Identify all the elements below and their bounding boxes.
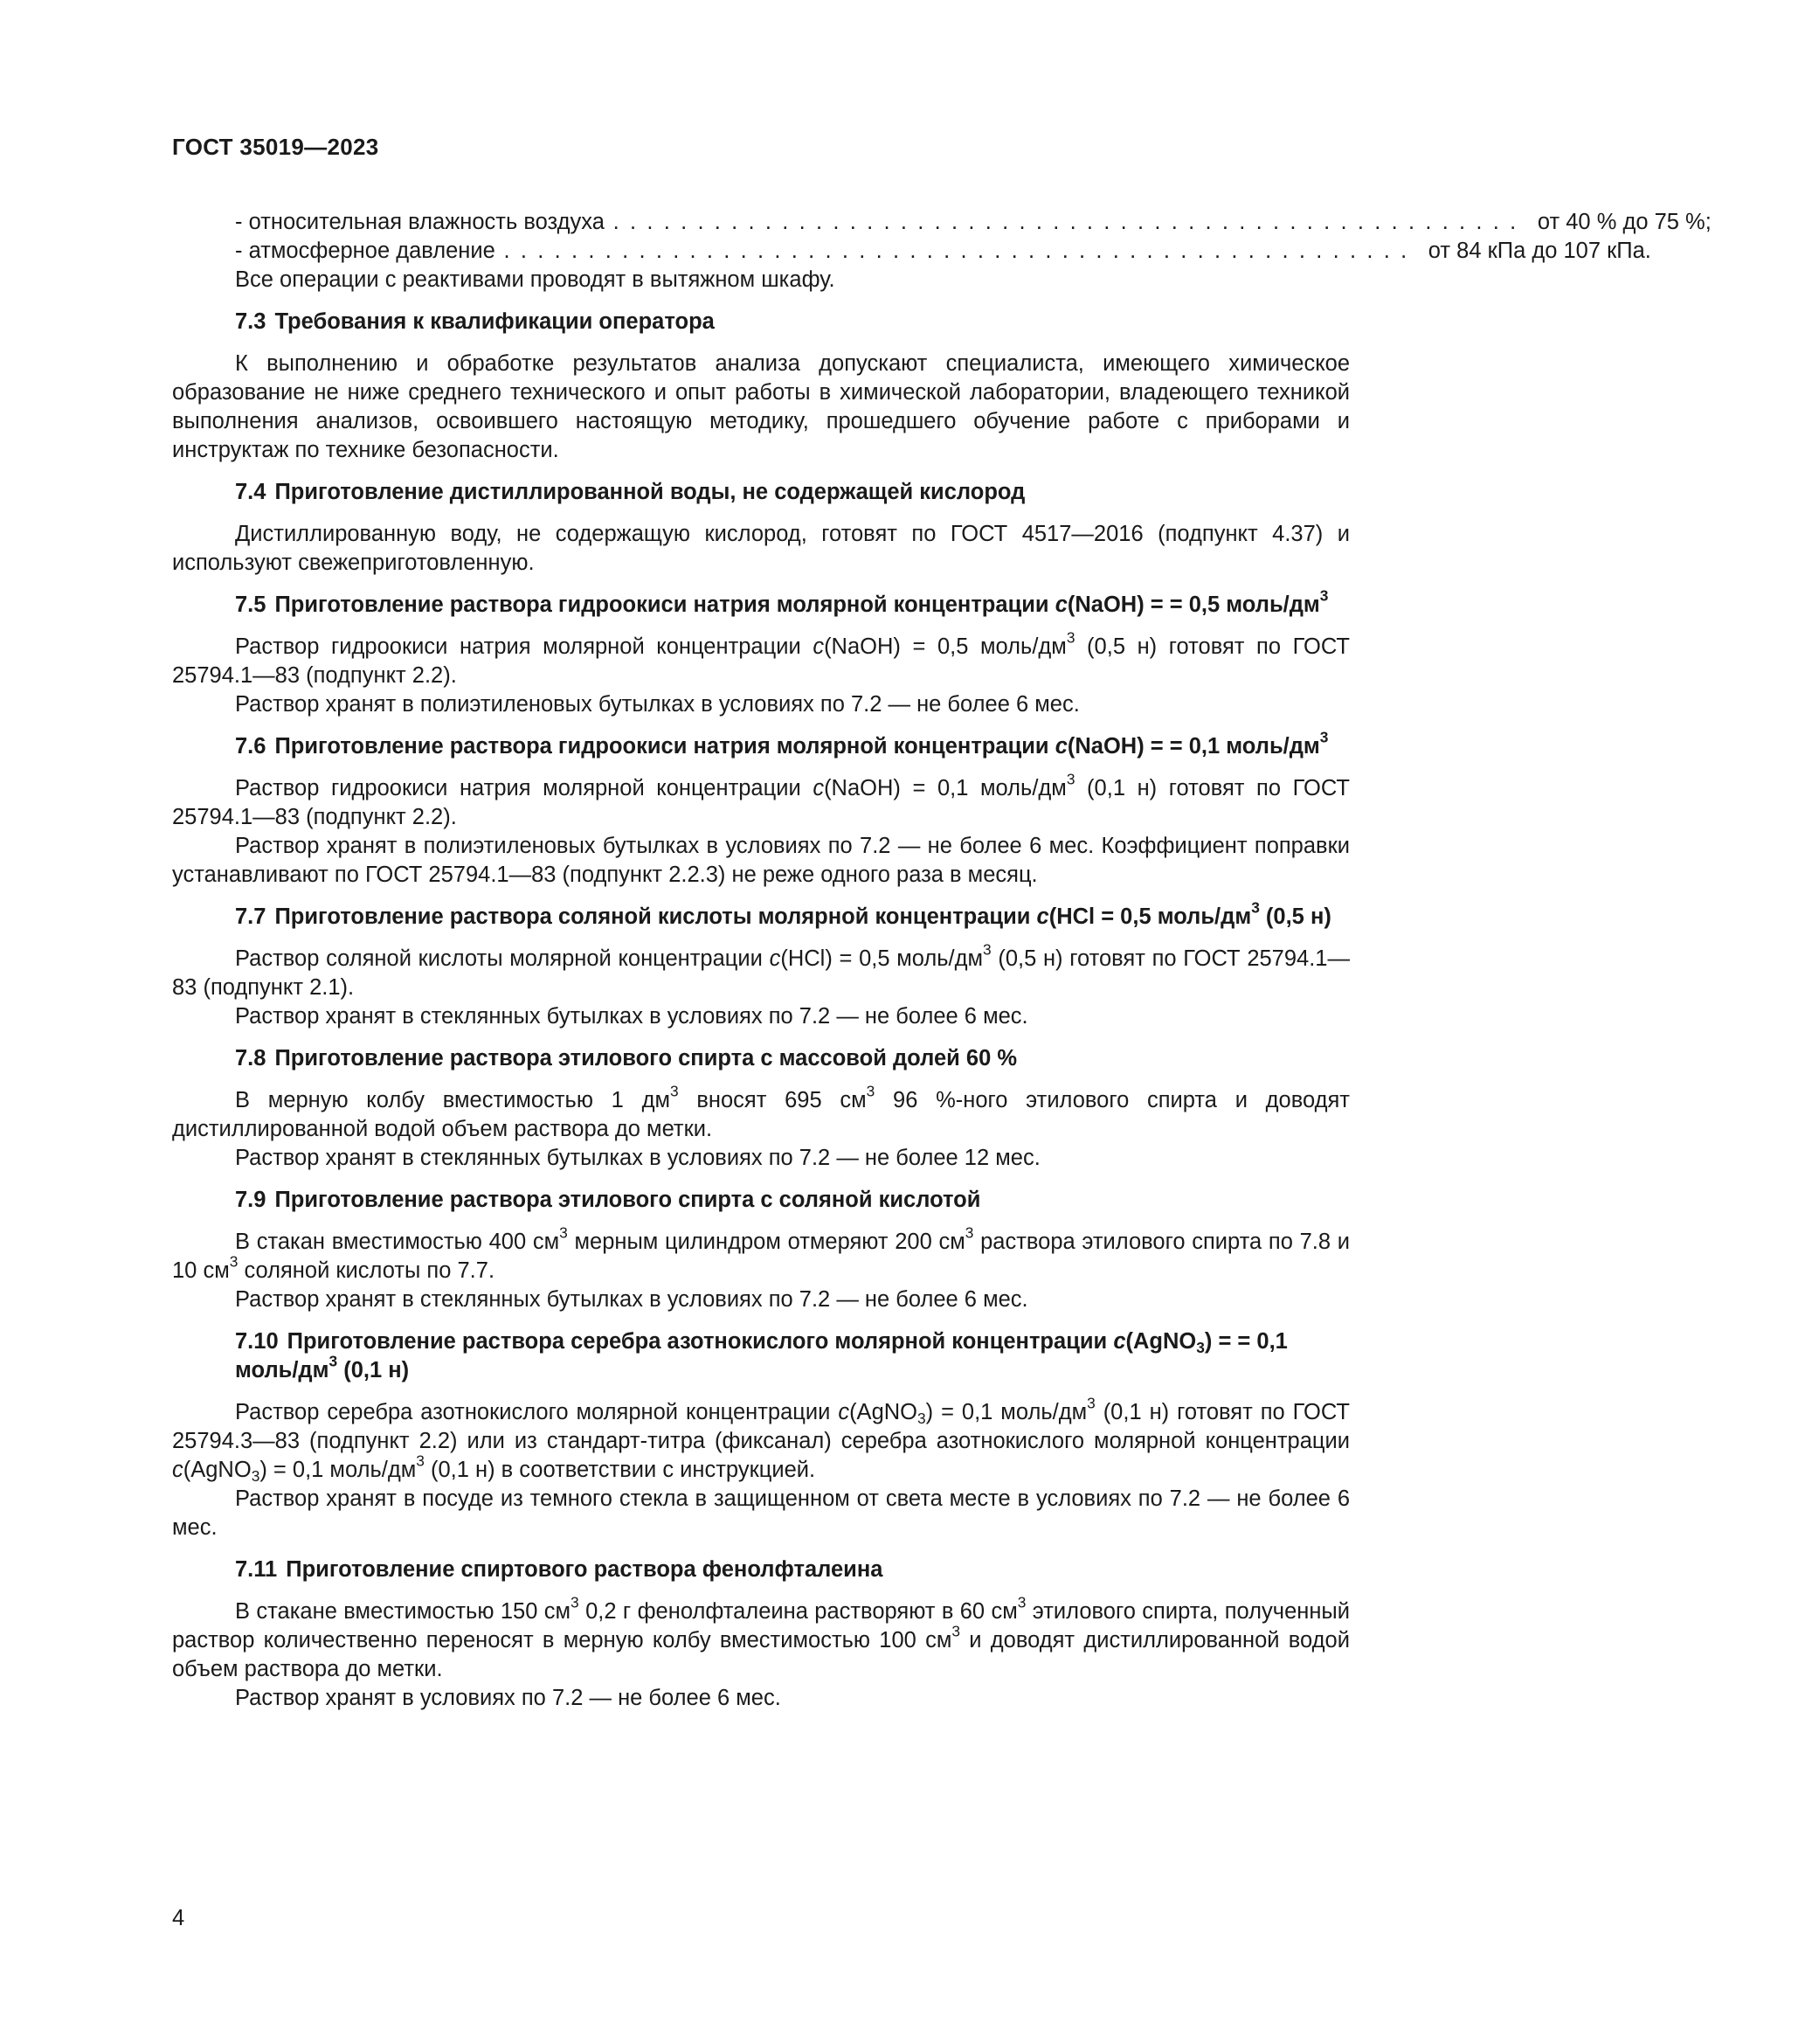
section-heading-7-5: 7.5 Приготовление раствора гидроокиси натрия молярной концентрации c(NaOH) = = 0,5 моль/$дм^3$ [235,586,1329,617]
paragraph: Раствор хранят в полиэтиленовых бутылках в условиях по 7.2 — не более 6 мес. Коэффициент поправки устанавливают по ГОСТ 25794.1—83 (подпункт 2.2.3) не реже одного раза в месяц. [172,834,1350,887]
section-heading-7-7: 7.7 Приготовление раствора соляной кислоты молярной концентрации c(HCl = 0,5 моль/$дм^3$ (0,5 н) [235,898,1331,929]
paragraph: Раствор хранят в посуде из темного стекла в защищенном от света месте в условиях по 7.2 — не более 6 мес. [172,1486,1350,1540]
paragraph: Раствор гидроокиси натрия молярной концентрации c(NaOH) = 0,1 моль/$дм^3$ (0,1 н) готовят по ГОСТ 25794.1—83 (подпункт 2.2). [172,770,1350,829]
section-heading-7-9: 7.9 Приготовление раствора этилового спирта с соляной кислотой [235,1188,981,1212]
condition-label: атмосферное давление [248,239,495,263]
section-heading-7-10: 7.10 Приготовление раствора серебра азотнокислого молярной концентрации c(AgNO$_3$) = = 0,1 моль/$дм^3$ (0,1 н) [235,1329,1288,1382]
paragraph: В стакане вместимостью 150 $см^3$ 0,2 г фенолфталеина растворяют в 60 $см^3$ этилового спирта, полученный раствор количественно переносят в мерную колбу вместимостью 100 $см^3$ и доводят дистиллированной водой объем раствора до метки. [172,1593,1350,1681]
paragraph: К выполнению и обработке результатов анализа допускают специалиста, имеющего химическое образование не ниже среднего технического и опыт работы в химической лаборатории, владеющего техникой выполнения анализов, освоившего настоящую методику, прошедшего обучение работе с приборами и инструктаж по технике безопасности. [172,351,1350,462]
document-body [172,208,1712,1713]
fume-hood-note: Все операции с реактивами проводят в вытяжном шкафу. [235,267,835,292]
section-heading-7-8: 7.8 Приготовление раствора этилового спирта с массовой долей 60 % [235,1046,1018,1071]
paragraph: Раствор серебра азотнокислого молярной концентрации c(AgNO$_3$) = 0,1 моль/$дм^3$ (0,1 н) готовят по ГОСТ 25794.3—83 (подпункт 2.2) или из стандарт-титра (фиксанал) серебра азотнокислого молярной концентрации c(AgNO$_3$) = 0,1 моль/$дм^3$ (0,1 н) в соответствии с инструкцией. [172,1394,1350,1485]
section-heading-7-3: 7.3 Требования к квалификации оператора [235,309,715,334]
paragraph: Дистиллированную воду, не содержащую кислород, готовят по ГОСТ 4517—2016 (подпункт 4.37) и используют свежеприготовленную. [172,522,1350,575]
paragraph: Раствор хранят в стеклянных бутылках в условиях по 7.2 — не более 12 мес. [235,1146,1041,1170]
paragraph: Раствор гидроокиси натрия молярной концентрации c(NaOH) = 0,5 моль/$дм^3$ (0,5 н) готовят по ГОСТ 25794.1—83 (подпункт 2.2). [172,628,1350,688]
section-heading-7-6: 7.6 Приготовление раствора гидроокиси натрия молярной концентрации c(NaOH) = = 0,1 моль/$дм^3$ [235,728,1329,759]
paragraph: В мерную колбу вместимостью 1 $дм^3$ вносят 695 $см^3$ 96 %-ного этилового спирта и доводят дистиллированной водой объем раствора до метки. [172,1082,1350,1141]
condition-value: от 84 кПа до 107 кПа. [1428,239,1651,263]
paragraph: Раствор соляной кислоты молярной концентрации c(HCl) = 0,5 моль/$дм^3$ (0,5 н) готовят по ГОСТ 25794.1—83 (подпункт 2.1). [172,940,1350,1000]
page-number: 4 [172,1906,185,1930]
condition-pressure: - атмосферное давление . . . . . . . . . . . . . . . . . . . . . . . . . . . . . . . . . . . . . . . . . . . . . . . . . . . . . . от 84 кПа до 107 кПа. [172,237,1350,266]
paragraph: Раствор хранят в стеклянных бутылках в условиях по 7.2 — не более 6 мес. [235,1287,1028,1312]
condition-value: от 40 % до 75 %; [1537,210,1712,234]
condition-label: относительная влажность воздуха [248,210,605,234]
paragraph: Раствор хранят в стеклянных бутылках в условиях по 7.2 — не более 6 мес. [235,1004,1028,1029]
page-header-standard: ГОСТ 35019—2023 [172,134,379,160]
dot-leader: . . . . . . . . . . . . . . . . . . . . . . . . . . . . . . . . . . . . . . . . . . . . . . . . . . . . . . [604,210,1518,234]
dot-leader: . . . . . . . . . . . . . . . . . . . . . . . . . . . . . . . . . . . . . . . . . . . . . . . . . . . . . . [494,239,1409,263]
paragraph: Раствор хранят в условиях по 7.2 — не более 6 мес. [235,1686,781,1710]
paragraph: В стакан вместимостью 400 $см^3$ мерным цилиндром отмеряют 200 $см^3$ раствора этилового спирта по 7.8 и 10 $см^3$ соляной кислоты по 7.7. [172,1223,1350,1283]
condition-humidity: - относительная влажность воздуха . . . . . . . . . . . . . . . . . . . . . . . . . . . . . . . . . . . . . . . . . . . . . . . . . . . . . . от 40 % до 75 %; [172,208,1350,237]
paragraph: Раствор хранят в полиэтиленовых бутылках в условиях по 7.2 — не более 6 мес. [235,692,1080,717]
section-heading-7-4: 7.4 Приготовление дистиллированной воды, не содержащей кислород [235,480,1026,504]
section-heading-7-11: 7.11 Приготовление спиртового раствора фенолфталеина [235,1557,883,1582]
